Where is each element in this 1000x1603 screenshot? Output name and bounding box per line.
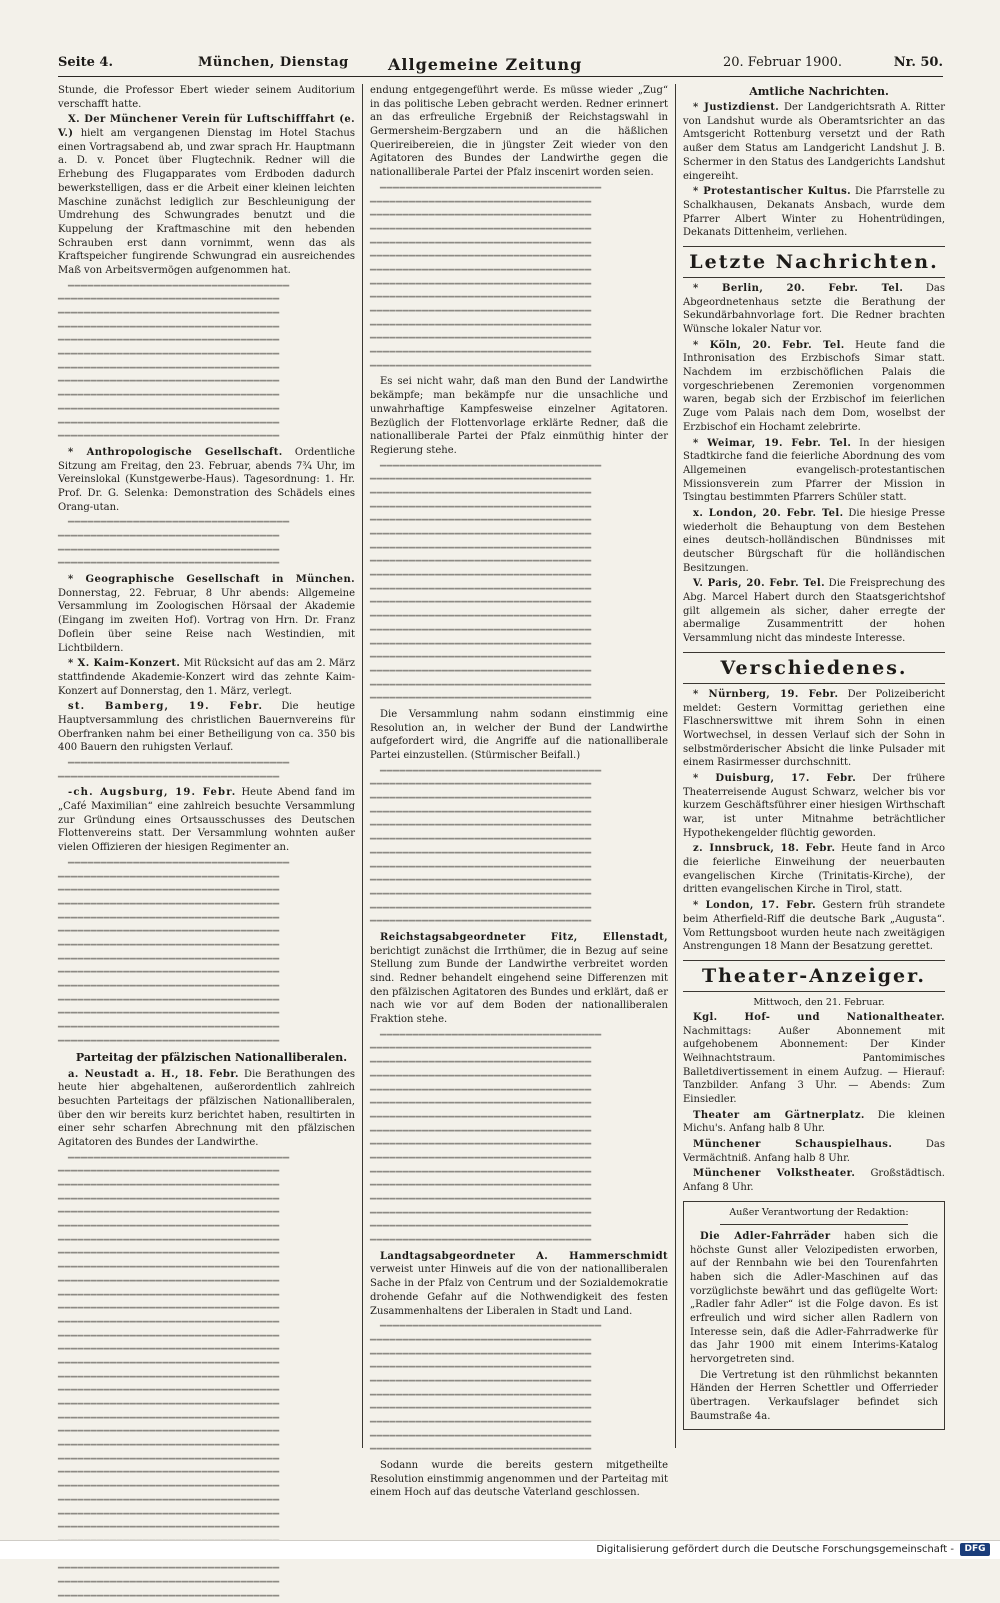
section-heading-theater: Theater-Anzeiger. xyxy=(683,960,945,992)
news-lead: * Köln, 20. Febr. Tel. xyxy=(693,339,845,351)
theater-text: Nachmittags: Außer Abonnement mit aufgehobenem Abonnement: Der Kinder Weihnachtstraum. Pantomimisches Balletdivertissement in einem Aufzug. — Hierauf: Tanzbilder. Anfang 3 Uhr. — Abends: Zum Einsiedler. xyxy=(683,1025,945,1106)
section-heading-letzte: Letzte Nachrichten. xyxy=(683,246,945,278)
issue-number: Nr. 50. xyxy=(893,55,943,70)
article-text: hielt am vergangenen Dienstag im Hotel Stachus einen Vortragsabend ab, und zwar sprach Hr. Hauptmann a. D. v. Poncet über Flugtechnik. Redner will die Erhebung des Flugapparates vom Erdboden dadurch bewerkstelligen, dass er die Arbeit einer kleinen leichten Maschine zunächst lediglich zur Beschleunigung der Umdrehung des Schwungrades benutzt und die Kuppelung der Kraftmaschine mit den hebenden Schrauben erst dann vornimmt, wenn das als Kraftspeicher fungirende Schwungrad ein ausreichendes Maß von Arbeitsvermögen aufgenommen hat. xyxy=(58,128,355,276)
illegible-text: ━━━━━━━━━━━━━━━━━━━━━━━━━━━━━━━━━━ ━━━━━━━━━━━━━━━━━━━━━━━━━━━━━━━━━━ ━━━━━━━━━━━━━━━━━━━━━━━━━━━━━━━━━━ ━━━━━━━━━━━━━━━━━━━━━━━━━━━━━━━━━━ ━━━━━━━━━━━━━━━━━━━━━━━━━━━━━━━━━━ ━━━━━━━━━━━━━━━━━━━━━━━━━━━━━━━━━━ ━━━━━━━━━━━━━━━━━━━━━━━━━━━━━━━━━━ ━━━━━━━━━━━━━━━━━━━━━━━━━━━━━━━━━━ ━━━━━━━━━━━━━━━━━━━━━━━━━━━━━━━━━━ ━━━━━━━━━━━━━━━━━━━━━━━━━━━━━━━━━━ xyxy=(370,1321,602,1456)
illegible-text: ━━━━━━━━━━━━━━━━━━━━━━━━━━━━━━━━━━ ━━━━━━━━━━━━━━━━━━━━━━━━━━━━━━━━━━ ━━━━━━━━━━━━━━━━━━━━━━━━━━━━━━━━━━ ━━━━━━━━━━━━━━━━━━━━━━━━━━━━━━━━━━ ━━━━━━━━━━━━━━━━━━━━━━━━━━━━━━━━━━ ━━━━━━━━━━━━━━━━━━━━━━━━━━━━━━━━━━ ━━━━━━━━━━━━━━━━━━━━━━━━━━━━━━━━━━ ━━━━━━━━━━━━━━━━━━━━━━━━━━━━━━━━━━ ━━━━━━━━━━━━━━━━━━━━━━━━━━━━━━━━━━ ━━━━━━━━━━━━━━━━━━━━━━━━━━━━━━━━━━ ━━━━━━━━━━━━━━━━━━━━━━━━━━━━━━━━━━ ━━━━━━━━━━━━━━━━━━━━━━━━━━━━━━━━━━ ━━━━━━━━━━━━━━━━━━━━━━━━━━━━━━━━━━ ━━━━━━━━━━━━━━━━━━━━━━━━━━━━━━━━━━ xyxy=(58,857,290,1047)
theater-lead: Münchener Volkstheater. xyxy=(693,1168,856,1180)
illegible-text: ━━━━━━━━━━━━━━━━━━━━━━━━━━━━━━━━━━ ━━━━━━━━━━━━━━━━━━━━━━━━━━━━━━━━━━ ━━━━━━━━━━━━━━━━━━━━━━━━━━━━━━━━━━ ━━━━━━━━━━━━━━━━━━━━━━━━━━━━━━━━━━ ━━━━━━━━━━━━━━━━━━━━━━━━━━━━━━━━━━ ━━━━━━━━━━━━━━━━━━━━━━━━━━━━━━━━━━ ━━━━━━━━━━━━━━━━━━━━━━━━━━━━━━━━━━ ━━━━━━━━━━━━━━━━━━━━━━━━━━━━━━━━━━ ━━━━━━━━━━━━━━━━━━━━━━━━━━━━━━━━━━ ━━━━━━━━━━━━━━━━━━━━━━━━━━━━━━━━━━ ━━━━━━━━━━━━━━━━━━━━━━━━━━━━━━━━━━ ━━━━━━━━━━━━━━━━━━━━━━━━━━━━━━━━━━ xyxy=(370,765,602,928)
theater-lead: Kgl. Hof- und Nationaltheater. xyxy=(693,1011,945,1023)
news-text: Heute fand in Arco die feierliche Einweihung der neuerbauten evangelischen Kirche (Trinitatis-Kirche), der dritten evangelischen Kirche in Tirol, statt. xyxy=(683,843,945,896)
article-text: Heute Abend fand im „Café Maximilian“ eine zahlreich besuchte Versammlung zur Gründung eines Ortsausschusses des Deutschen Flottenvereins statt. Der Versammlung wohnten außer vielen Offizieren der hiesigen Regimenter an. xyxy=(58,787,355,854)
section-heading-amtlich: Amtliche Nachrichten. xyxy=(749,85,889,98)
article-lead: * X. Kaim-Konzert. xyxy=(68,658,181,670)
article-lead: Reichstagsabgeordneter Fitz, Ellenstadt, xyxy=(380,931,668,943)
notice-lead: * Protestantischer Kultus. xyxy=(693,186,852,198)
article-text: Donnerstag, 22. Februar, 8 Uhr abends: Allgemeine Versammlung im Zoologischen Hörsaal der Akademie (Eingang im zweiten Hof). Vortrag von Hrn. Dr. Franz Doflein über seine Reise nach Westindien, mit Lichtbildern. xyxy=(58,587,355,654)
issue-date: 20. Februar 1900. xyxy=(723,55,843,70)
article-lead: -ch. Augsburg, 19. Febr. xyxy=(68,787,237,799)
news-text: Die Freisprechung des Abg. Marcel Habert durch den Staatsgerichtshof gilt allgemein als sicher, daher erregte der abermalige Zusammentritt der hohen Versammlung nicht das mindeste Interesse. xyxy=(683,578,945,645)
theater-text: Das Vermächtniß. Anfang halb 8 Uhr. xyxy=(683,1139,945,1164)
article-text: Die heutige Hauptversammlung des christlichen Bauernvereins für Oberfranken nahm bei einer Betheiligung von ca. 350 bis 400 Bauern den ruhigsten Verlauf. xyxy=(58,701,355,754)
news-lead: * Nürnberg, 19. Febr. xyxy=(693,688,839,700)
illegible-text: ━━━━━━━━━━━━━━━━━━━━━━━━━━━━━━━━━━ ━━━━━━━━━━━━━━━━━━━━━━━━━━━━━━━━━━ ━━━━━━━━━━━━━━━━━━━━━━━━━━━━━━━━━━ ━━━━━━━━━━━━━━━━━━━━━━━━━━━━━━━━━━ ━━━━━━━━━━━━━━━━━━━━━━━━━━━━━━━━━━ ━━━━━━━━━━━━━━━━━━━━━━━━━━━━━━━━━━ ━━━━━━━━━━━━━━━━━━━━━━━━━━━━━━━━━━ ━━━━━━━━━━━━━━━━━━━━━━━━━━━━━━━━━━ ━━━━━━━━━━━━━━━━━━━━━━━━━━━━━━━━━━ ━━━━━━━━━━━━━━━━━━━━━━━━━━━━━━━━━━ ━━━━━━━━━━━━━━━━━━━━━━━━━━━━━━━━━━ ━━━━━━━━━━━━━━━━━━━━━━━━━━━━━━━━━━ ━━━━━━━━━━━━━━━━━━━━━━━━━━━━━━━━━━ ━━━━━━━━━━━━━━━━━━━━━━━━━━━━━━━━━━ ━━━━━━━━━━━━━━━━━━━━━━━━━━━━━━━━━━ ━━━━━━━━━━━━━━━━━━━━━━━━━━━━━━━━━━ ━━━━━━━━━━━━━━━━━━━━━━━━━━━━━━━━━━ ━━━━━━━━━━━━━━━━━━━━━━━━━━━━━━━━━━ ━━━━━━━━━━━━━━━━━━━━━━━━━━━━━━━━━━ ━━━━━━━━━━━━━━━━━━━━━━━━━━━━━━━━━━ ━━━━━━━━━━━━━━━━━━━━━━━━━━━━━━━━━━ ━━━━━━━━━━━━━━━━━━━━━━━━━━━━━━━━━━ ━━━━━━━━━━━━━━━━━━━━━━━━━━━━━━━━━━ ━━━━━━━━━━━━━━━━━━━━━━━━━━━━━━━━━━ ━━━━━━━━━━━━━━━━━━━━━━━━━━━━━━━━━━ ━━━━━━━━━━━━━━━━━━━━━━━━━━━━━━━━━━ ━━━━━━━━━━━━━━━━━━━━━━━━━━━━━━━━━━ ━━━━━━━━━━━━━━━━━━━━━━━━━━━━━━━━━━ ━━━━━━━━━━━━━━━━━━━━━━━━━━━━━━━━━━ ━━━━━━━━━━━━━━━━━━━━━━━━━━━━━━━━━━ ━━━━━━━━━━━━━━━━━━━━━━━━━━━━━━━━━━ xyxy=(58,1152,290,1602)
illegible-text: ━━━━━━━━━━━━━━━━━━━━━━━━━━━━━━━━━━ ━━━━━━━━━━━━━━━━━━━━━━━━━━━━━━━━━━ ━━━━━━━━━━━━━━━━━━━━━━━━━━━━━━━━━━ ━━━━━━━━━━━━━━━━━━━━━━━━━━━━━━━━━━ ━━━━━━━━━━━━━━━━━━━━━━━━━━━━━━━━━━ ━━━━━━━━━━━━━━━━━━━━━━━━━━━━━━━━━━ ━━━━━━━━━━━━━━━━━━━━━━━━━━━━━━━━━━ ━━━━━━━━━━━━━━━━━━━━━━━━━━━━━━━━━━ ━━━━━━━━━━━━━━━━━━━━━━━━━━━━━━━━━━ ━━━━━━━━━━━━━━━━━━━━━━━━━━━━━━━━━━ ━━━━━━━━━━━━━━━━━━━━━━━━━━━━━━━━━━ ━━━━━━━━━━━━━━━━━━━━━━━━━━━━━━━━━━ ━━━━━━━━━━━━━━━━━━━━━━━━━━━━━━━━━━ ━━━━━━━━━━━━━━━━━━━━━━━━━━━━━━━━━━ ━━━━━━━━━━━━━━━━━━━━━━━━━━━━━━━━━━ ━━━━━━━━━━━━━━━━━━━━━━━━━━━━━━━━━━ xyxy=(370,1029,602,1247)
article-lead: * Geographische Gesellschaft in München. xyxy=(68,574,355,586)
masthead-city-day: München, Dienstag xyxy=(198,55,349,70)
illegible-text: ━━━━━━━━━━━━━━━━━━━━━━━━━━━━━━━━━━ ━━━━━━━━━━━━━━━━━━━━━━━━━━━━━━━━━━ xyxy=(58,758,290,783)
dfg-logo-icon: DFG xyxy=(960,1543,990,1556)
divider xyxy=(720,1224,908,1225)
news-weimar xyxy=(683,437,945,505)
article-lead: Landtagsabgeordneter A. Hammerschmidt xyxy=(380,1250,668,1262)
ad-lead: Die Adler-Fahrräder xyxy=(700,1230,831,1242)
article-continuation: endung entgegengeführt werde. Es müsse wieder „Zug“ in das politische Leben gebracht werden. Redner erinnert an das erfreuliche Ergebniß der Reichstagswahl in Germersheim-Bergzabern und an die häßlichen Querireibereien, die in jüngster Zeit wieder von den Agitatoren des Bundes der Landwirthe gegen die nationalliberale Partei der Pfalz inscenirt worden seien. xyxy=(370,85,668,179)
column-divider xyxy=(362,84,363,1448)
news-text: Der frühere Theaterreisende August Schwarz, welcher bis vor kurzem Geschäftsführer einer hiesigen Wirthschaft war, ist unter Mitnahme beträchtlicher Hypothekengelder flüchtig geworden. xyxy=(683,772,946,839)
news-text: Gestern früh strandete beim Atherfield-Riff die deutsche Bark „Augusta“. Vom Rettungsboot wurden heute nach zweitägigen Anstrengungen 18 Mann der Besatzung gerettet. xyxy=(683,900,945,953)
digitization-footer xyxy=(0,1540,1000,1559)
theater-hoftheater xyxy=(683,1011,945,1107)
news-lead: V. Paris, 20. Febr. Tel. xyxy=(693,578,825,590)
theater-gaertnerplatz xyxy=(683,1109,945,1136)
news-text: Heute fand die Inthronisation des Erzbischofs Simar statt. Nachdem im erzbischöflichen Palais die vorgeschriebenen Zeremonien vorgenommen waren, begab sich der Erzbischof im feierlichen Zuge vom Palais nach dem Dom, woselbst der Erzbischof ein Hochamt zelebrirte. xyxy=(683,339,945,433)
page-number: Seite 4. xyxy=(58,55,113,70)
news-london2 xyxy=(683,899,945,954)
news-text: Der Polizeibericht meldet: Gestern Vormittag geriethen eine Flaschnerswittwe mit ihrem Sohn in einen Wortwechsel, in dessen Verlauf sich der Sohn in selbstmörderischer Absicht die linke Pulsader mit einem Rasirmesser durchschnitt. xyxy=(683,688,945,769)
news-berlin xyxy=(683,282,945,337)
article-lead: X. Der Münchener Verein für Luftschifffahrt (e. V.) xyxy=(58,114,355,140)
article-text: Ordentliche Sitzung am Freitag, den 23. Februar, abends 7¾ Uhr, im Vereinslokal (Kunstgewerbe-Haus). Tagesordnung: 1. Hr. Prof. Dr. G. Selenka: Demonstration des Schädels eines Orang-utan. xyxy=(58,446,355,513)
article-text: verweist unter Hinweis auf die von der nationalliberalen Sache in der Pfalz von Centrum und der Sozialdemokratie drohende Gefahr auf die Nothwendigkeit des festen Zusammenhaltens der Liberalen in Stadt und Land. xyxy=(370,1264,668,1317)
article-paragraph: Es sei nicht wahr, daß man den Bund der Landwirthe bekämpfe; man bekämpfe nur die unsachliche und unwahrhaftige Kampfesweise einzelner Agitatoren. Bezüglich der Flottenvorlage erklärte Redner, daß die nationalliberale Partei der Pfalz einmüthig hinter der Regierung stehe. xyxy=(370,376,668,456)
news-text: Das Abgeordnetenhaus setzte die Berathung der Sekundärbahnvorlage fort. Die Redner brachten Wünsche lokaler Natur vor. xyxy=(683,282,945,336)
newspaper-name: Allgemeine Zeitung xyxy=(388,55,583,74)
footer-credit: Digitalisierung gefördert durch die Deutsche Forschungsgemeinschaft - xyxy=(596,1544,954,1555)
article-neustadt xyxy=(58,1068,355,1150)
theater-text: Großstädtisch. Anfang 8 Uhr. xyxy=(683,1168,945,1194)
news-london xyxy=(683,507,945,575)
notice-text: Die Pfarrstelle zu Schalkhausen, Dekanats Ansbach, wurde dem Pfarrer Albert Winter zu Hohentrüdingen, Dekanats Dittenheim, verliehen. xyxy=(683,186,945,239)
theater-volkstheater xyxy=(683,1167,945,1194)
theater-date: Mittwoch, den 21. Februar. xyxy=(753,996,885,1008)
article-text: Mit Rücksicht auf das am 2. März stattfindende Akademie-Konzert wird das zehnte Kaim-Konzert auf Donnerstag, den 1. März, verlegt. xyxy=(58,658,355,697)
column-divider xyxy=(675,84,676,1448)
notice-lead: * Justizdienst. xyxy=(693,102,780,114)
article-bamberg xyxy=(58,700,355,755)
article-continuation: Stunde, die Professor Ebert wieder seinem Auditorium verschafft hatte. xyxy=(58,85,355,110)
news-lead: * Duisburg, 17. Febr. xyxy=(693,772,857,784)
news-koeln xyxy=(683,339,945,435)
news-lead: * London, 17. Febr. xyxy=(693,900,817,912)
article-fitz xyxy=(370,931,668,1027)
news-paris xyxy=(683,577,945,645)
article-text: Die Berathungen des heute hier abgehaltenen, außerordentlich zahlreich besuchten Parteitags der pfälzischen Nationalliberalen, über den wir bereits kurz berichtet haben, resultirten in einer sehr scharfen Abrechnung mit den pfälzischen Agitatoren des Bundes der Landwirthe. xyxy=(58,1068,355,1148)
notice-text: Der Landgerichtsrath A. Ritter von Landshut wurde als Oberamtsrichter an das Amtsgericht Rottenburg versetzt und der Rath außer dem Status am Landgericht Landshut J. B. Schermer in den Status des Landgerichts Landshut eingereiht. xyxy=(683,102,945,182)
illegible-text: ━━━━━━━━━━━━━━━━━━━━━━━━━━━━━━━━━━ ━━━━━━━━━━━━━━━━━━━━━━━━━━━━━━━━━━ ━━━━━━━━━━━━━━━━━━━━━━━━━━━━━━━━━━ ━━━━━━━━━━━━━━━━━━━━━━━━━━━━━━━━━━ ━━━━━━━━━━━━━━━━━━━━━━━━━━━━━━━━━━ ━━━━━━━━━━━━━━━━━━━━━━━━━━━━━━━━━━ ━━━━━━━━━━━━━━━━━━━━━━━━━━━━━━━━━━ ━━━━━━━━━━━━━━━━━━━━━━━━━━━━━━━━━━ ━━━━━━━━━━━━━━━━━━━━━━━━━━━━━━━━━━ ━━━━━━━━━━━━━━━━━━━━━━━━━━━━━━━━━━ ━━━━━━━━━━━━━━━━━━━━━━━━━━━━━━━━━━ ━━━━━━━━━━━━━━━━━━━━━━━━━━━━━━━━━━ ━━━━━━━━━━━━━━━━━━━━━━━━━━━━━━━━━━ ━━━━━━━━━━━━━━━━━━━━━━━━━━━━━━━━━━ ━━━━━━━━━━━━━━━━━━━━━━━━━━━━━━━━━━ ━━━━━━━━━━━━━━━━━━━━━━━━━━━━━━━━━━ ━━━━━━━━━━━━━━━━━━━━━━━━━━━━━━━━━━ ━━━━━━━━━━━━━━━━━━━━━━━━━━━━━━━━━━ xyxy=(370,460,602,705)
notice-justiz xyxy=(683,101,945,183)
news-nuernberg xyxy=(683,688,945,770)
theater-lead: Theater am Gärtnerplatz. xyxy=(693,1109,865,1121)
illegible-text: ━━━━━━━━━━━━━━━━━━━━━━━━━━━━━━━━━━ ━━━━━━━━━━━━━━━━━━━━━━━━━━━━━━━━━━ ━━━━━━━━━━━━━━━━━━━━━━━━━━━━━━━━━━ ━━━━━━━━━━━━━━━━━━━━━━━━━━━━━━━━━━ ━━━━━━━━━━━━━━━━━━━━━━━━━━━━━━━━━━ ━━━━━━━━━━━━━━━━━━━━━━━━━━━━━━━━━━ ━━━━━━━━━━━━━━━━━━━━━━━━━━━━━━━━━━ ━━━━━━━━━━━━━━━━━━━━━━━━━━━━━━━━━━ ━━━━━━━━━━━━━━━━━━━━━━━━━━━━━━━━━━ ━━━━━━━━━━━━━━━━━━━━━━━━━━━━━━━━━━ ━━━━━━━━━━━━━━━━━━━━━━━━━━━━━━━━━━ ━━━━━━━━━━━━━━━━━━━━━━━━━━━━━━━━━━ ━━━━━━━━━━━━━━━━━━━━━━━━━━━━━━━━━━ ━━━━━━━━━━━━━━━━━━━━━━━━━━━━━━━━━━ xyxy=(370,182,602,372)
ad-adler xyxy=(690,1230,938,1367)
news-text: Die hiesige Presse wiederholt die Behauptung von dem Bestehen eines deutsch-holländischen Bündnisses mit deutscher Bürgschaft für die holländischen Besitzungen. xyxy=(683,507,945,574)
ad-disclaimer: Außer Verantwortung der Redaktion: xyxy=(729,1206,909,1218)
article-anthro xyxy=(58,446,355,514)
advertisement-box xyxy=(683,1201,945,1431)
article-lead: st. Bamberg, 19. Febr. xyxy=(68,701,264,713)
news-lead: z. Innsbruck, 18. Febr. xyxy=(693,843,836,855)
news-text: In der hiesigen Stadtkirche fand die feierliche Abordnung des vom Allgemeinen evangelisch-protestantischen Missionsverein zum Pfarrer der Mission in Tsingtau bestimmten Pfarrers Schüler statt. xyxy=(683,437,945,504)
section-heading: Parteitag der pfälzischen Nationalliberalen. xyxy=(75,1051,348,1065)
article-text: berichtigt zunächst die Irrthümer, die in Bezug auf seine Stellung zum Bunde der Landwirthe verbreitet worden sind. Redner behandelt eingehend seine Differenzen mit den pfälzischen Agitatoren des Bundes und erklärt, daß er nach wie vor auf dem Boden der nationalliberalen Fraktion stehe. xyxy=(370,945,668,1026)
news-lead: x. London, 20. Febr. Tel. xyxy=(693,507,844,519)
illegible-text: ━━━━━━━━━━━━━━━━━━━━━━━━━━━━━━━━━━ ━━━━━━━━━━━━━━━━━━━━━━━━━━━━━━━━━━ ━━━━━━━━━━━━━━━━━━━━━━━━━━━━━━━━━━ ━━━━━━━━━━━━━━━━━━━━━━━━━━━━━━━━━━ ━━━━━━━━━━━━━━━━━━━━━━━━━━━━━━━━━━ ━━━━━━━━━━━━━━━━━━━━━━━━━━━━━━━━━━ ━━━━━━━━━━━━━━━━━━━━━━━━━━━━━━━━━━ ━━━━━━━━━━━━━━━━━━━━━━━━━━━━━━━━━━ ━━━━━━━━━━━━━━━━━━━━━━━━━━━━━━━━━━ ━━━━━━━━━━━━━━━━━━━━━━━━━━━━━━━━━━ ━━━━━━━━━━━━━━━━━━━━━━━━━━━━━━━━━━ ━━━━━━━━━━━━━━━━━━━━━━━━━━━━━━━━━━ xyxy=(58,280,290,443)
news-innsbruck xyxy=(683,842,945,897)
theater-text: Die kleinen Michu's. Anfang halb 8 Uhr. xyxy=(683,1109,945,1135)
theater-schauspielhaus xyxy=(683,1138,945,1165)
news-lead: * Berlin, 20. Febr. Tel. xyxy=(693,282,904,294)
section-heading-verschiedenes: Verschiedenes. xyxy=(683,652,945,684)
news-lead: * Weimar, 19. Febr. Tel. xyxy=(693,437,852,449)
column-right xyxy=(683,84,945,1448)
column-left xyxy=(58,84,355,1602)
article-augsburg xyxy=(58,786,355,854)
ad-adler-end: Die Vertretung ist den rühmlichst bekannten Händen der Herren Schettler und Offerrieder übertragen. Verkaufslager befindet sich Baumstraße 4a. xyxy=(690,1369,938,1422)
column-middle xyxy=(370,84,668,1499)
article-kaim xyxy=(58,657,355,698)
article-lead: a. Neustadt a. H., 18. Febr. xyxy=(68,1068,239,1080)
article-paragraph: Die Versammlung nahm sodann einstimmig eine Resolution an, in welcher der Bund der Landwirthe aufgefordert wird, die Angriffe auf die nationalliberale Partei einzustellen. (Stürmischer Beifall.) xyxy=(370,708,668,761)
news-duisburg xyxy=(683,772,945,840)
notice-protestant xyxy=(683,185,945,240)
article-geo xyxy=(58,573,355,655)
ad-text: haben sich die höchste Gunst aller Velozipedisten erworben, auf der Rennbahn wie bei den Tourenfahrten haben sich die Adler-Maschinen auf das vorzüglichste bewährt und das geflügelte Wort: „Radler fahr Adler“ ist die Folge davon. Es ist erfreulich und wird sicher allen Radlern von Interesse sein, daß die Adler-Fahrradwerke für das Jahr 1900 mit einem Interims-Katalog hervorgetreten sind. xyxy=(690,1230,938,1366)
theater-lead: Münchener Schauspielhaus. xyxy=(693,1139,893,1151)
illegible-text: ━━━━━━━━━━━━━━━━━━━━━━━━━━━━━━━━━━ ━━━━━━━━━━━━━━━━━━━━━━━━━━━━━━━━━━ ━━━━━━━━━━━━━━━━━━━━━━━━━━━━━━━━━━ ━━━━━━━━━━━━━━━━━━━━━━━━━━━━━━━━━━ xyxy=(58,517,290,570)
article-paragraph: Sodann wurde die bereits gestern mitgetheilte Resolution einstimmig angenommen und der Parteitag mit einem Hoch auf das deutsche Vaterland geschlossen. xyxy=(370,1460,668,1499)
article-hammerschmidt xyxy=(370,1250,668,1318)
masthead xyxy=(58,52,943,77)
article-verein xyxy=(58,113,355,277)
article-lead: * Anthropologische Gesellschaft. xyxy=(68,446,283,458)
